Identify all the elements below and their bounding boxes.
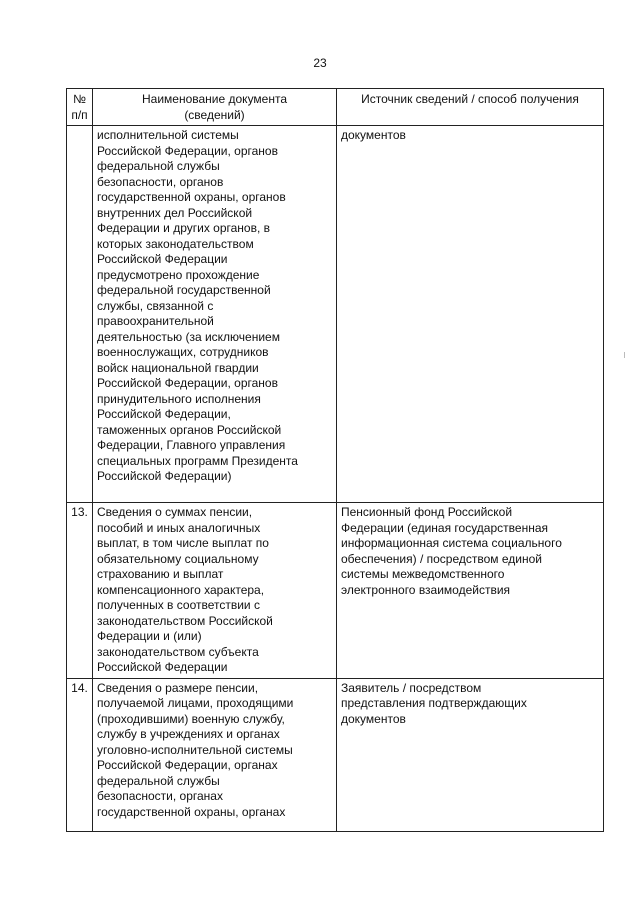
- table-header-row: [67, 89, 604, 126]
- documents-table: [66, 88, 604, 832]
- row-number: 14.: [67, 678, 93, 831]
- table-row: [67, 503, 604, 679]
- row-source: Заявитель / посредством представления подтверждающих документов: [337, 678, 604, 831]
- header-number-text: № п/п: [71, 92, 88, 122]
- scan-mark: [624, 352, 625, 358]
- header-source: [337, 89, 604, 126]
- table-row: [67, 126, 604, 503]
- header-document-name: [93, 89, 337, 126]
- table-row: [67, 678, 604, 831]
- header-document-name-text: Наименование документа (сведений): [141, 92, 288, 122]
- row-number: 13.: [67, 503, 93, 679]
- row-document-name: Сведения о размере пенсии, получаемой лицами, проходящими (проходившими) военную службу, службу в учреждениях и органах уголовно-исполнительной системы Российской Федерации, органах федеральной службы безопасности, органах государственной охраны, органах: [93, 678, 337, 831]
- row-source: Пенсионный фонд Российской Федерации (единая государственная информационная система социального обеспечения) / посредством единой системы межведомственного электронного взаимодействия: [337, 503, 604, 679]
- row-document-name: Сведения о суммах пенсии, пособий и иных аналогичных выплат, в том числе выплат по обязательному социальному страхованию и выплат компенсационного характера, полученных в соответствии с законодательством Российской Федерации и (или) законодательством субъекта Российской Федерации: [93, 503, 337, 679]
- page-number: 23: [313, 56, 327, 70]
- row-source: документов: [337, 126, 604, 503]
- header-number: [67, 89, 93, 126]
- header-source-text: Источник сведений / способ получения: [361, 92, 579, 106]
- row-number: [67, 126, 93, 503]
- row-document-name: исполнительной системы Российской Федерации, органов федеральной службы безопасности, органов государственной охраны, органов внутренних дел Российской Федерации и других органов, в которых законодательством Российской Федерации предусмотрено прохождение федеральной государственной службы, связанной с правоохранительной деятельностью (за исключением военнослужащих, сотрудников войск национальной гвардии Российской Федерации, органов принудительного исполнения Российской Федерации, таможенных органов Российской Федерации, Главного управления специальных программ Президента Российской Федерации): [93, 126, 337, 503]
